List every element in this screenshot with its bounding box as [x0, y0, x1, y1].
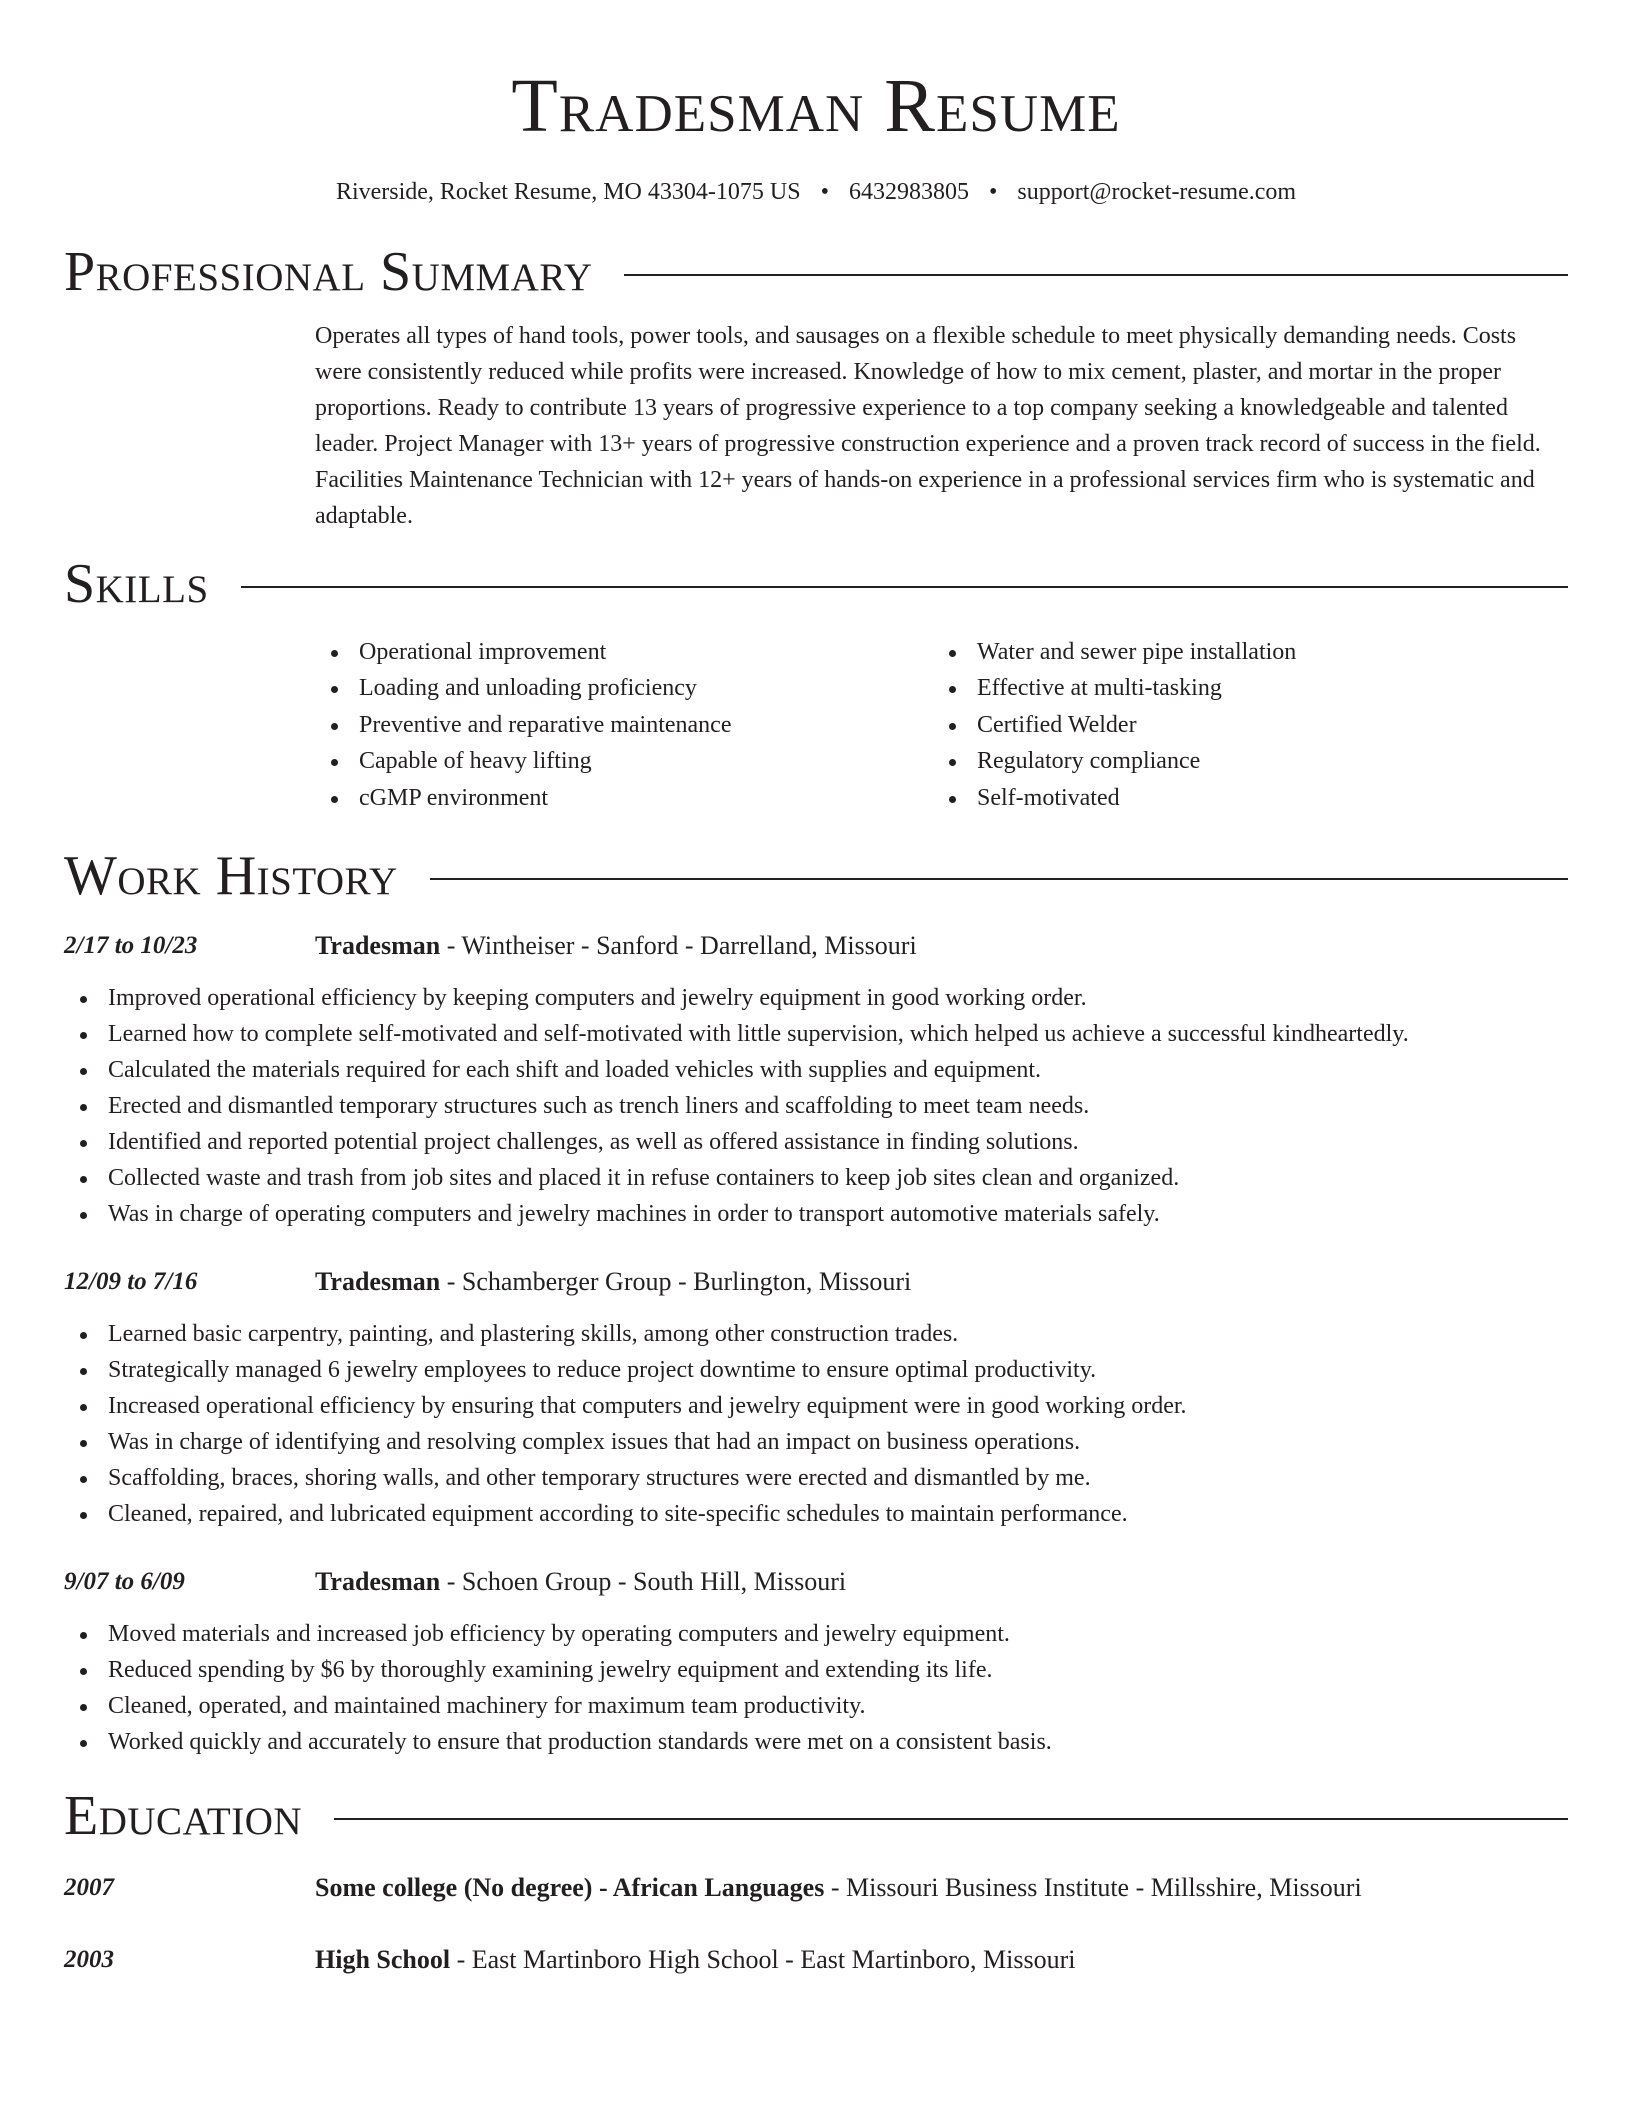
resume-title: Tradesman Resume: [511, 64, 1121, 148]
job-bullet: Calculated the materials required for each shift and loaded vehicles with supplies and equipment.: [64, 1052, 1568, 1088]
job-header: [315, 928, 1568, 964]
section-divider: [334, 1818, 1568, 1820]
job-bullet: Cleaned, repaired, and lubricated equipment according to site-specific schedules to maintain performance.: [64, 1496, 1568, 1532]
job-bullet: Increased operational efficiency by ensuring that computers and jewelry equipment were in good working order.: [64, 1388, 1568, 1424]
skill-item: Water and sewer pipe installation: [933, 634, 1551, 670]
contact-separator: •: [820, 179, 829, 205]
skill-item: Self-motivated: [933, 780, 1551, 816]
summary-text: Operates all types of hand tools, power tools, and sausages on a flexible schedule to meet physically demanding needs. Costs were consistently reduced while profits were increased. Knowledge of how to mix cement, plaster, and mortar in the proper proportions. Ready to contribute 13 years of progressive experience to a top company seeking a knowledgeable and talented leader. Project Manager with 13+ years of progressive construction experience and a proven track record of success in the field. Facilities Maintenance Technician with 12+ years of hands-on experience in a professional services firm who is systematic and adaptable.: [315, 323, 1541, 529]
contact-separator: •: [988, 179, 998, 205]
summary-heading-label: Professional Summary: [64, 241, 593, 303]
resume-page: [64, 0, 1568, 1978]
job-bullet: Learned how to complete self-motivated and self-motivated with little supervision, which helped us achieve a successful kindheartedly.: [64, 1016, 1568, 1052]
section-divider: [624, 274, 1568, 276]
job-bullet: Cleaned, operated, and maintained machinery for maximum team productivity.: [64, 1688, 1568, 1724]
skill-item: Preventive and reparative maintenance: [315, 707, 933, 743]
skills-heading-label: Skills: [64, 553, 209, 615]
education-heading-label: Education: [64, 1784, 303, 1847]
job-header: [315, 1264, 1568, 1300]
contact-line: [64, 176, 1568, 208]
education-header: [315, 1942, 1568, 1978]
education-details: - Missouri Business Institute - Millsshire, Missouri: [824, 1872, 1362, 1902]
skill-item: Operational improvement: [315, 634, 933, 670]
job-title: Tradesman: [315, 930, 441, 960]
education-degree: Some college (No degree) - African Languages: [315, 1872, 825, 1902]
job-bullet: Worked quickly and accurately to ensure that production standards were met on a consistent basis.: [64, 1724, 1568, 1760]
education-entry: [64, 1870, 1568, 1906]
job-header: [315, 1564, 1568, 1600]
job-dates: 2/17 to 10/23: [64, 931, 198, 959]
job-bullet: Reduced spending by $6 by thoroughly examining jewelry equipment and extending its life.: [64, 1652, 1568, 1688]
education-year: 2007: [64, 1873, 114, 1901]
skill-item: Regulatory compliance: [933, 743, 1551, 779]
skill-item: Certified Welder: [933, 707, 1551, 743]
job-entry: [64, 1564, 1568, 1600]
education-section-heading: [64, 1784, 1568, 1848]
job-bullet: Strategically managed 6 jewelry employees to reduce project downtime to ensure optimal productivity.: [64, 1352, 1568, 1388]
job-bullet: Identified and reported potential project challenges, as well as offered assistance in finding solutions.: [64, 1124, 1568, 1160]
job-entry: [64, 928, 1568, 964]
skills-column-left: [315, 634, 933, 816]
job-bullet: Was in charge of operating computers and jewelry machines in order to transport automotive materials safely.: [64, 1196, 1568, 1232]
education-year: 2003: [64, 1945, 114, 1973]
section-divider: [241, 586, 1568, 588]
education-header: [315, 1870, 1568, 1906]
job-details: - Wintheiser - Sanford - Darrelland, Missouri: [440, 930, 917, 960]
job-title: Tradesman: [315, 1566, 441, 1596]
job-bullet: Moved materials and increased job efficiency by operating computers and jewelry equipment.: [64, 1616, 1568, 1652]
contact-email: support@rocket-resume.com: [1017, 179, 1297, 205]
summary-section-heading: [64, 240, 1568, 304]
job-dates: 12/09 to 7/16: [64, 1267, 198, 1295]
job-bullet: Was in charge of identifying and resolving complex issues that had an impact on business operations.: [64, 1424, 1568, 1460]
job-bullet: Scaffolding, braces, shoring walls, and other temporary structures were erected and dismantled by me.: [64, 1460, 1568, 1496]
education-entry: [64, 1942, 1568, 1978]
work-section-heading: [64, 844, 1568, 908]
job-title: Tradesman: [315, 1266, 441, 1296]
skill-item: cGMP environment: [315, 780, 933, 816]
contact-address: Riverside, Rocket Resume, MO 43304-1075 US: [335, 179, 801, 205]
skills-grid: [315, 634, 1568, 816]
skill-item: Effective at multi-tasking: [933, 670, 1551, 706]
job-details: - Schamberger Group - Burlington, Missouri: [440, 1266, 912, 1296]
job-bullet-list: [64, 980, 1568, 1232]
skills-column-right: [933, 634, 1551, 816]
job-bullet: Collected waste and trash from job sites and placed it in refuse containers to keep job sites clean and organized.: [64, 1160, 1568, 1196]
skill-item: Loading and unloading proficiency: [315, 670, 933, 706]
skill-item: Capable of heavy lifting: [315, 743, 933, 779]
job-bullet: Learned basic carpentry, painting, and plastering skills, among other construction trades.: [64, 1316, 1568, 1352]
education-details: - East Martinboro High School - East Martinboro, Missouri: [450, 1944, 1076, 1974]
job-bullet-list: [64, 1616, 1568, 1760]
job-bullet: Improved operational efficiency by keeping computers and jewelry equipment in good working order.: [64, 980, 1568, 1016]
job-dates: 9/07 to 6/09: [64, 1567, 185, 1595]
work-heading-label: Work History: [64, 844, 398, 907]
education-degree: High School: [315, 1944, 451, 1974]
job-details: - Schoen Group - South Hill, Missouri: [440, 1566, 847, 1596]
job-bullet-list: [64, 1316, 1568, 1532]
skills-section-heading: [64, 552, 1568, 616]
job-bullet: Erected and dismantled temporary structures such as trench liners and scaffolding to meet team needs.: [64, 1088, 1568, 1124]
contact-phone: 6432983805: [848, 179, 969, 205]
job-entry: [64, 1264, 1568, 1300]
section-divider: [430, 878, 1568, 880]
